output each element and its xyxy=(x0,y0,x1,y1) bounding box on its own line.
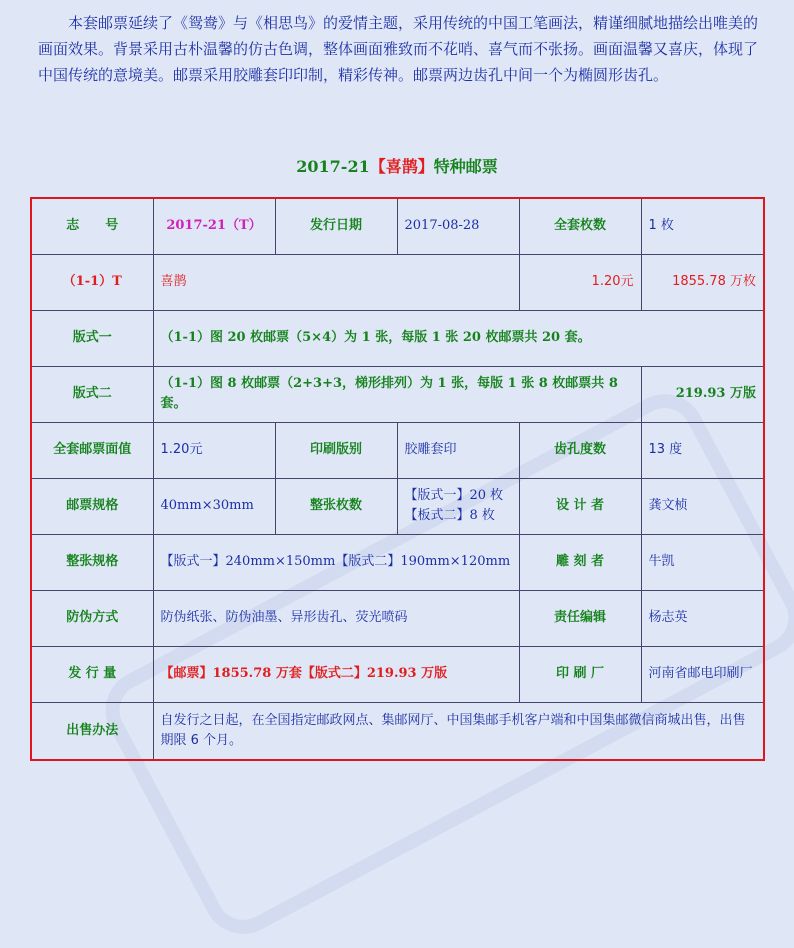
label-print-method: 印刷版别 xyxy=(275,422,397,478)
label-printer: 印 刷 厂 xyxy=(519,646,641,702)
value-face-value: 1.20元 xyxy=(153,422,275,478)
value-anti-counterfeit: 防伪纸张、防伪油墨、异形齿孔、荧光喷码 xyxy=(153,590,519,646)
row-issue-volume xyxy=(31,646,764,702)
sheet-count-line2: 【板式二】8 枚 xyxy=(404,508,495,523)
label-engraver: 雕 刻 者 xyxy=(519,534,641,590)
stamp-info-table xyxy=(30,197,765,761)
intro-paragraph: 本套邮票延续了《鸳鸯》与《相思鸟》的爱情主题，采用传统的中国工笔画法，精谨细腻地描绘出唯美的画面效果。背景采用古朴温馨的仿古色调，整体画面雅致而不花哨、喜气而不张扬。画面温馨又喜庆，体现了中国传统的意境美。邮票采用胶雕套印印制，精彩传神。邮票两边齿孔中间一个为椭圆形齿孔。 xyxy=(38,14,759,84)
row-format-one xyxy=(31,310,764,366)
title-suffix: 特种邮票 xyxy=(433,157,498,176)
label-sheet-count: 整张枚数 xyxy=(275,478,397,534)
value-issue-date: 2017-08-28 xyxy=(397,198,519,254)
stamp-quantity: 1855.78 万枚 xyxy=(641,254,764,310)
label-editor: 责任编辑 xyxy=(519,590,641,646)
value-perforation: 13 度 xyxy=(641,422,764,478)
value-format-one: （1-1）图 20 枚邮票（5×4）为 1 张，每版 1 张 20 枚邮票共 20 套。 xyxy=(153,310,764,366)
label-set-count: 全套枚数 xyxy=(519,198,641,254)
value-editor: 杨志英 xyxy=(641,590,764,646)
format-two-quantity: 219.93 万版 xyxy=(641,366,764,422)
label-perforation: 齿孔度数 xyxy=(519,422,641,478)
row-stamp-item xyxy=(31,254,764,310)
value-sheet-spec: 【版式一】240mm×150mm【版式二】190mm×120mm xyxy=(153,534,519,590)
value-stamp-spec: 40mm×30mm xyxy=(153,478,275,534)
stamp-number: （1-1）T xyxy=(31,254,153,310)
row-code xyxy=(31,198,764,254)
row-format-two xyxy=(31,366,764,422)
stamp-name: 喜鹊 xyxy=(153,254,519,310)
value-sale-method: 自发行之日起，在全国指定邮政网点、集邮网厅、中国集邮手机客户端和中国集邮微信商城出售，出售期限 6 个月。 xyxy=(153,702,764,760)
value-format-two: （1-1）图 8 枚邮票（2+3+3，梯形排列）为 1 张，每版 1 张 8 枚邮票共 8 套。 xyxy=(153,366,641,422)
value-issue-volume: 【邮票】1855.78 万套【版式二】219.93 万版 xyxy=(153,646,519,702)
title-code: 2017-21 xyxy=(296,157,370,176)
stamp-face-value: 1.20元 xyxy=(519,254,641,310)
value-print-method: 胶雕套印 xyxy=(397,422,519,478)
value-sheet-count xyxy=(397,478,519,534)
row-face-value xyxy=(31,422,764,478)
value-printer: 河南省邮电印刷厂 xyxy=(641,646,764,702)
label-designer: 设 计 者 xyxy=(519,478,641,534)
label-format-two: 版式二 xyxy=(31,366,153,422)
row-sale-method xyxy=(31,702,764,760)
label-code: 志 号 xyxy=(31,198,153,254)
row-spec xyxy=(31,478,764,534)
label-anti-counterfeit: 防伪方式 xyxy=(31,590,153,646)
value-engraver: 牛凯 xyxy=(641,534,764,590)
label-sheet-spec: 整张规格 xyxy=(31,534,153,590)
row-anti-counterfeit xyxy=(31,590,764,646)
title-name: 【喜鹊】 xyxy=(369,157,434,176)
sheet-count-line1: 【版式一】20 枚 xyxy=(404,488,504,503)
label-face-value: 全套邮票面值 xyxy=(31,422,153,478)
label-issue-volume: 发 行 量 xyxy=(31,646,153,702)
row-sheet-spec xyxy=(31,534,764,590)
label-sale-method: 出售办法 xyxy=(31,702,153,760)
value-designer: 龚文桢 xyxy=(641,478,764,534)
label-issue-date: 发行日期 xyxy=(275,198,397,254)
value-code: 2017-21（T） xyxy=(153,198,275,254)
value-set-count: 1 枚 xyxy=(641,198,764,254)
label-format-one: 版式一 xyxy=(31,310,153,366)
label-stamp-spec: 邮票规格 xyxy=(31,478,153,534)
table-title xyxy=(0,154,794,177)
